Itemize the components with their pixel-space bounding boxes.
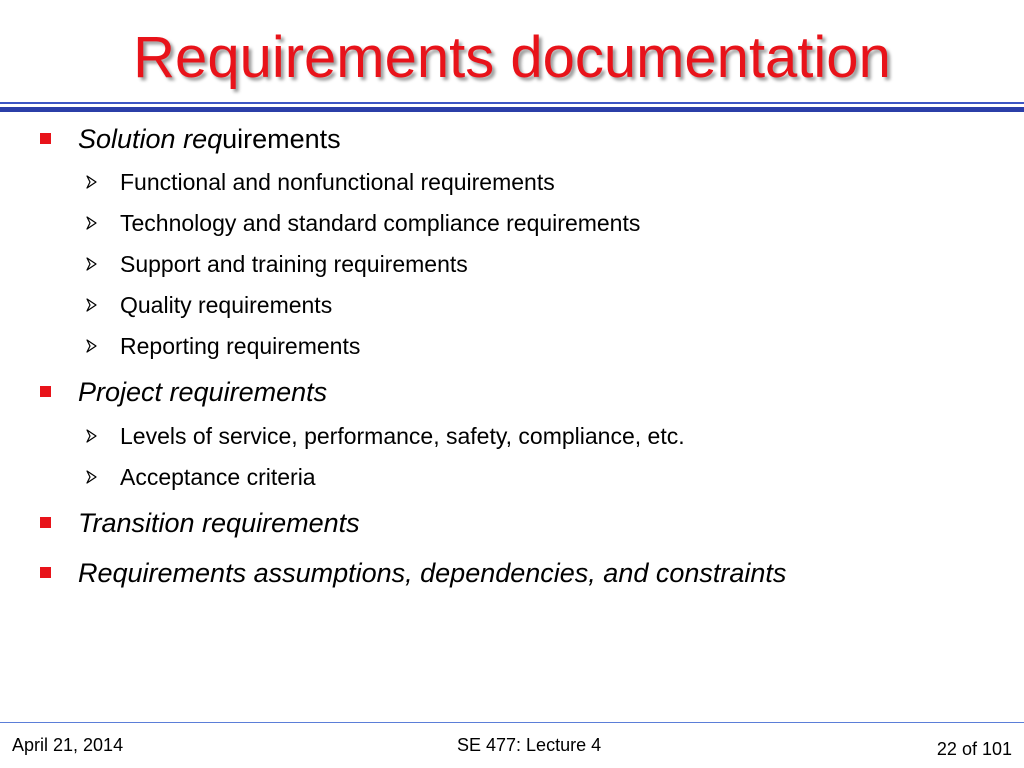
sub-list-item [120,331,360,361]
arrow-bullet-icon [86,470,98,484]
square-bullet-icon [40,567,51,578]
sub-list-item [120,290,332,320]
arrow-bullet-icon [86,175,98,189]
list-item-solution-requirements [78,122,341,156]
title-divider-thin [0,102,1024,104]
sub-list-item-label: Acceptance criteria [120,464,316,490]
slide-title: Requirements documentation [133,25,891,90]
sub-list-item-label: Technology and standard compliance requirements [120,210,641,236]
sub-list-item [120,421,685,451]
arrow-bullet-icon [86,429,98,443]
list-item-label-italic: Project requirements [78,377,328,407]
arrow-bullet-icon [86,298,98,312]
footer-course: SE 477: Lecture 4 [457,735,602,755]
sub-list-item-label: Levels of service, performance, safety, compliance, etc. [120,423,685,449]
square-bullet-icon [40,386,51,397]
sub-list-item [120,208,640,238]
footer-divider [0,722,1024,723]
list-item-assumptions-dependencies-constraints [78,556,786,590]
list-item-label-rest: uirements [222,124,341,154]
sub-list-item-label: Functional and nonfunctional requirements [120,169,555,195]
list-item-transition-requirements [78,506,360,540]
arrow-bullet-icon [86,257,98,271]
arrow-bullet-icon [86,216,98,230]
list-item-project-requirements [78,375,327,409]
sub-list-item-label: Support and training requirements [120,251,468,277]
sub-list-item-label: Reporting requirements [120,333,361,359]
sub-list-item [120,462,316,492]
square-bullet-icon [40,517,51,528]
list-item-label-italic: Requirements assumptions, dependencies, and constraints [78,558,787,588]
footer-page-number: 22 of 101 [936,739,1012,759]
square-bullet-icon [40,133,51,144]
sub-list-item-label: Quality requirements [120,292,333,318]
sub-list-item [120,167,555,197]
title-divider-thick [0,107,1024,112]
footer-date: April 21, 2014 [12,735,124,755]
list-item-label-italic: Solution req [78,124,223,154]
sub-list-item [120,249,468,279]
arrow-bullet-icon [86,339,98,353]
list-item-label-italic: Transition requirements [78,508,360,538]
